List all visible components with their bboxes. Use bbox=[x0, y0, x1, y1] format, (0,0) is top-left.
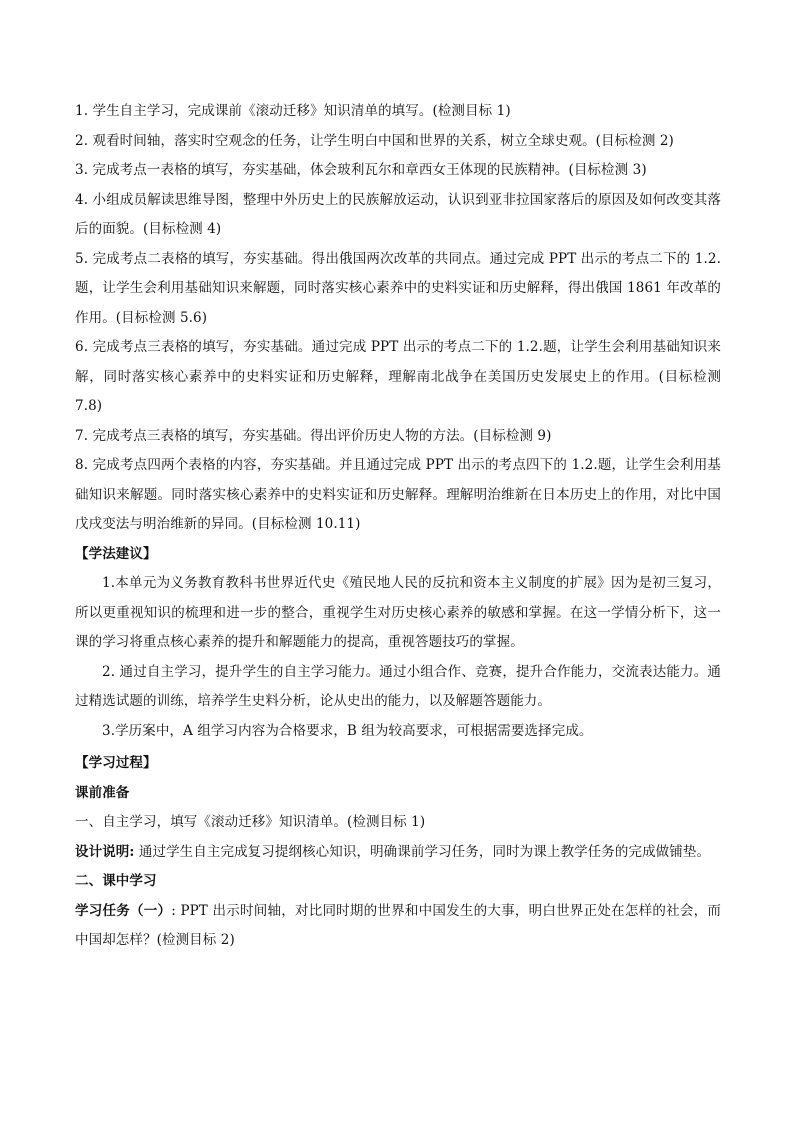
objective-item-5: 5. 完成考点二表格的填写，夯实基础。得出俄国两次改革的共同点。通过完成 PPT 出示的考点二下的 1.2.题，让学生会利用基础知识来解题，同时落实核心素养中的史料实证和历史解释，得出俄国 1861 年改革的作用。(目标检测 5.6) bbox=[75, 250, 721, 326]
study-advice-heading: 【学法建议】 bbox=[75, 545, 157, 562]
in-class-title: 二、课中学习 bbox=[75, 873, 157, 889]
pre-class-title: 课前准备 bbox=[75, 784, 130, 801]
study-advice-paragraph-1: 1.本单元为义务教育教科书世界近代史《殖民地人民的反抗和资本主义制度的扩展》因为是初三复习，所以更重视知识的梳理和进一步的整合，重视学生对历史核心素养的敏感和掌握。在这一学情分析下，这一课的学习将重点核心素养的提升和解题能力的提高，重视答题技巧的掌握。 bbox=[75, 575, 721, 650]
document-body bbox=[75, 97, 721, 956]
objective-item-7: 7. 完成考点三表格的填写，夯实基础。得出评价历史人物的方法。(目标检测 9) bbox=[75, 427, 552, 444]
objective-item-8: 8. 完成考点四两个表格的内容，夯实基础。并且通过完成 PPT 出示的考点四下的 1.2.题，让学生会利用基础知识来解题。同时落实核心素养中的史料实证和历史解释。理解明治维新在日本历史上的作用，对比中国戊戌变法与明治维新的异同。(目标检测 10.11) bbox=[75, 457, 721, 532]
objective-item-1: 1. 学生自主学习，完成课前《滚动迁移》知识清单的填写。(检测目标 1) bbox=[75, 103, 511, 119]
design-note-text: 通过学生自主完成复习提纲核心知识，明确课前学习任务，同时为课上教学任务的完成做铺垫。 bbox=[134, 843, 711, 860]
study-advice-paragraph-2: 2. 通过自主学习，提升学生的自主学习能力。通过小组合作、竞赛，提升合作能力，交流表达能力。通过精选试题的训练，培养学生史料分析，论从史出的能力，以及解题答题能力。 bbox=[75, 663, 721, 709]
objective-item-2: 2. 观看时间轴，落实时空观念的任务，让学生明白中国和世界的关系，树立全球史观。(目标检测 2) bbox=[75, 132, 674, 149]
pre-class-item: 一、自主学习，填写《滚动迁移》知识清单。(检测目标 1) bbox=[75, 814, 426, 830]
objective-item-3: 3. 完成考点一表格的填写，夯实基础，体会玻利瓦尔和章西女王体现的民族精神。(目标检测 3) bbox=[75, 162, 647, 178]
design-note-label: 设计说明: bbox=[75, 843, 135, 860]
objective-item-4: 4. 小组成员解读思维导图，整理中外历史上的民族解放运动，认识到亚非拉国家落后的原因及如何改变其落后的面貌。(目标检测 4) bbox=[75, 191, 721, 237]
study-advice-paragraph-3: 3.学历案中，A 组学习内容为合格要求，B 组为较高要求，可根据需要选择完成。 bbox=[102, 722, 593, 739]
task-one-text: : PPT 出示时间轴，对比同时期的世界和中国发生的大事，明白世界正处在怎样的社会，而中国却怎样？(检测目标 2) bbox=[75, 902, 721, 948]
design-note bbox=[75, 838, 721, 868]
objective-item-6: 6. 完成考点三表格的填写，夯实基础。通过完成 PPT 出示的考点二下的 1.2.题，让学生会利用基础知识来解，同时落实核心素养中的史料实证和历史解释，理解南北战争在美国历史发展史上的作用。(目标检测 7.8) bbox=[75, 339, 721, 414]
task-one bbox=[75, 897, 721, 956]
task-one-label: 学习任务（一） bbox=[75, 902, 172, 919]
learning-process-heading: 【学习过程】 bbox=[75, 755, 157, 771]
